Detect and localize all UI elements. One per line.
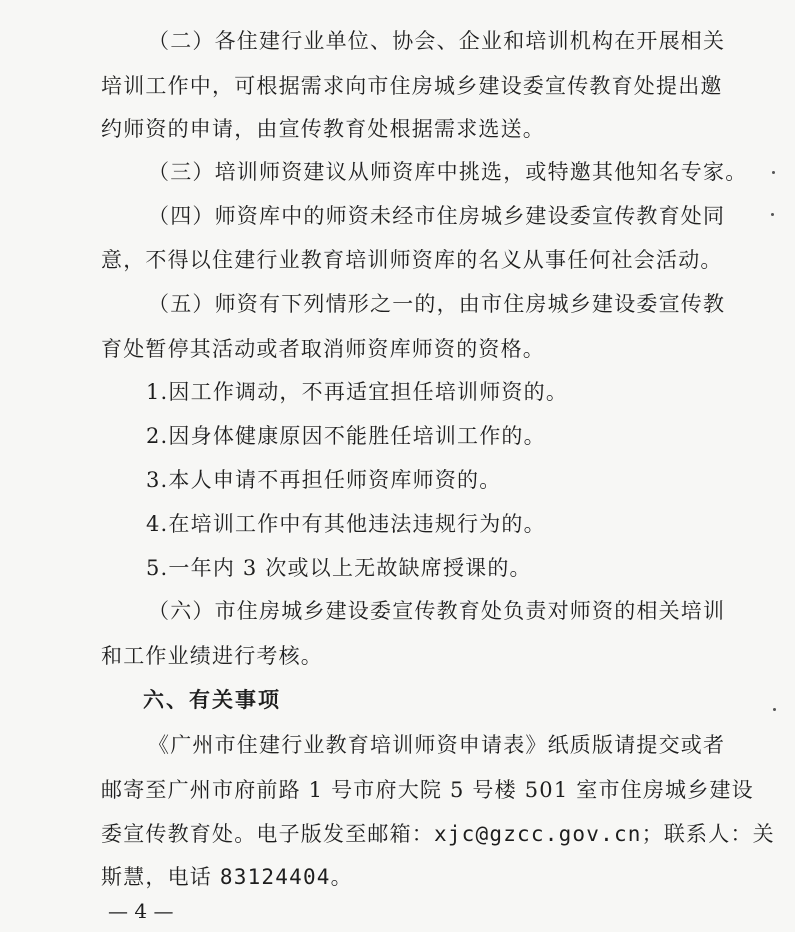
item-2-line-2: 培训工作中，可根据需求向市住房城乡建设委宣传教育处提出邀 [101, 74, 723, 98]
item-2-text-1: 各住建行业单位、协会、企业和培训机构在开展相关 [214, 29, 726, 53]
notice-line-4-suffix: 。 [330, 865, 353, 889]
item-4-text-1: 师资库中的师资未经市住房城乡建设委宣传教育处同 [214, 204, 726, 228]
notice-line-2: 邮寄至广州市府前路 1 号市府大院 5 号楼 501 室市住房城乡建设 [101, 778, 754, 802]
scan-speck [772, 171, 775, 174]
notice-line-3-prefix: 委宣传教育处。电子版发至邮箱： [101, 822, 434, 846]
notice-line-4-prefix: 斯慧，电话 [101, 865, 212, 889]
notice-line-3 [101, 819, 775, 849]
notice-line-4 [101, 862, 353, 892]
notice-line-1: 《广州市住建行业教育培训师资申请表》纸质版请提交或者 [148, 733, 726, 757]
numbered-item-1: 1.因工作调动，不再适宜担任培训师资的。 [146, 380, 569, 404]
item-5-label: （五） [148, 292, 215, 316]
item-5-text-1: 师资有下列情形之一的，由市住房城乡建设委宣传教 [214, 292, 726, 316]
item-2-line-1 [148, 26, 725, 56]
item-6-text-1: 市住房城乡建设委宣传教育处负责对师资的相关培训 [214, 599, 726, 623]
item-4-label: （四） [148, 204, 215, 228]
item-2-label: （二） [148, 29, 215, 53]
item-4-line-1 [148, 201, 725, 231]
scan-speck [773, 708, 776, 711]
email-address: xjc@gzcc.gov.cn [434, 822, 642, 846]
item-5-line-2: 育处暂停其活动或者取消师资库师资的资格。 [101, 337, 545, 361]
numbered-item-2: 2.因身体健康原因不能胜任培训工作的。 [146, 424, 546, 448]
numbered-item-3: 3.本人申请不再担任师资库师资的。 [146, 468, 502, 492]
item-6-line-1 [148, 596, 725, 626]
item-2-line-3: 约师资的申请，由宣传教育处根据需求选送。 [101, 117, 545, 141]
numbered-item-5: 5.一年内 3 次或以上无故缺席授课的。 [146, 556, 532, 580]
item-3-line-1 [148, 157, 747, 187]
item-4-line-2: 意，不得以住建行业教育培训师资库的名义从事任何社会活动。 [101, 248, 723, 272]
item-5-line-1 [148, 289, 725, 319]
section-heading: 六、有关事项 [143, 688, 281, 712]
item-6-label: （六） [148, 599, 215, 623]
item-6-line-2: 和工作业绩进行考核。 [101, 644, 323, 668]
notice-line-3-suffix: ；联系人：关 [641, 822, 775, 846]
numbered-item-4: 4.在培训工作中有其他违法违规行为的。 [146, 512, 546, 536]
item-3-label: （三） [148, 160, 215, 184]
page-number: — 4 — [108, 899, 174, 923]
phone-number: 83124404 [219, 865, 331, 889]
scan-speck [771, 213, 774, 216]
item-3-text-1: 培训师资建议从师资库中挑选，或特邀其他知名专家。 [214, 160, 748, 184]
